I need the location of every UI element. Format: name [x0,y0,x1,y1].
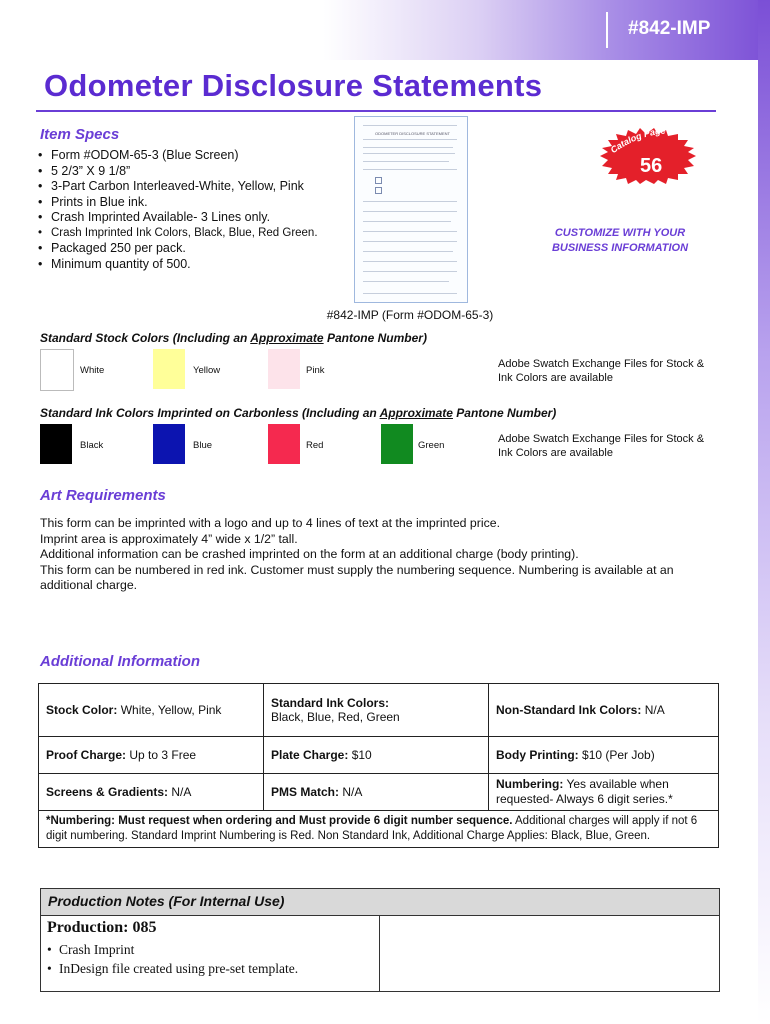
header-divider [606,12,608,48]
red-ink-swatch [268,424,300,464]
page-title: Odometer Disclosure Statements [44,68,543,103]
swatch-label: White [80,365,105,376]
table-row [39,811,719,848]
swatch-label: Black [80,440,104,451]
production-item: • InDesign file created using pre-set template. [47,959,298,978]
blue-ink-swatch [153,424,185,464]
stock-colors-heading: Standard Stock Colors (Including an Approximate Pantone Number) [40,331,427,345]
item-specs-heading: Item Specs [40,126,120,143]
spec-item: • Crash Imprinted Ink Colors, Black, Blue, Red Green. [38,226,318,242]
screens-cell: Screens & Gradients: N/A [39,774,264,811]
swatch-label: Pink [306,365,325,376]
pink-stock-swatch [268,349,300,389]
table-row [39,737,719,774]
numbering-footnote: *Numbering: Must request when ordering and Must provide 6 digit number sequence. Additional charges will apply if not 6 digit numbering. Standard Imprint Numbering is Red. Non Standard Ink, Additional Charge Applies: Black, Blue, Green. [39,811,719,848]
production-item: • Crash Imprint [47,940,298,959]
swatch-label: Red [306,440,324,451]
swatch-label: Yellow [193,365,221,376]
form-preview-heading: ODOMETER DISCLOSURE STATEMENT [375,131,450,136]
adobe-swatch-note: Adobe Swatch Exchange Files for Stock & Ink Colors are available [498,358,705,384]
black-ink-swatch [40,424,72,464]
production-list [47,940,298,978]
ink-colors-heading: Standard Ink Colors Imprinted on Carbonless (Including an Approximate Pantone Number) [40,406,557,420]
plate-charge-cell: Plate Charge: $10 [264,737,489,774]
spec-item: • Packaged 250 per pack. [38,241,318,257]
white-stock-swatch [40,349,74,391]
customize-line1: CUSTOMIZE WITH YOUR [554,227,686,239]
spec-item: • 3-Part Carbon Interleaved-White, Yellow, Pink [38,179,318,195]
spec-item: • Crash Imprinted Available- 3 Lines only. [38,210,318,226]
additional-info-heading: Additional Information [40,653,200,670]
spec-item: • Minimum quantity of 500. [38,257,318,273]
table-row [39,684,719,737]
form-preview-image [354,116,468,303]
standard-ink-cell: Standard Ink Colors: Black, Blue, Red, Green [264,684,489,737]
nonstandard-ink-cell: Non-Standard Ink Colors: N/A [489,684,719,737]
art-line: Additional information can be crashed imprinted on the form at an additional charge (body printing). [40,547,579,561]
swatch-label: Green [418,440,445,451]
form-preview-checkbox [375,177,382,184]
form-preview-checkbox [375,187,382,194]
form-caption: #842-IMP (Form #ODOM-65-3) [326,308,494,322]
body-printing-cell: Body Printing: $10 (Per Job) [489,737,719,774]
art-line: This form can be imprinted with a logo and up to 4 lines of text at the imprinted price. [40,516,501,530]
item-specs-list [38,148,318,272]
production-notes-box [40,888,720,992]
adobe-swatch-note: Adobe Swatch Exchange Files for Stock & Ink Colors are available [498,433,705,459]
side-gradient-strip [758,0,770,1024]
customize-note [540,226,700,256]
additional-info-table [38,683,719,848]
proof-charge-cell: Proof Charge: Up to 3 Free [39,737,264,774]
art-requirements-text [40,516,720,594]
spec-item: • Prints in Blue ink. [38,195,318,211]
stock-color-cell: Stock Color: White, Yellow, Pink [39,684,264,737]
yellow-stock-swatch [153,349,185,389]
catalog-badge-number: 56 [640,155,663,177]
art-line: Imprint area is approximately 4” wide x 1/2” tall. [40,531,298,546]
catalog-number: #842-IMP [628,18,711,39]
spec-item: • Form #ODOM-65-3 (Blue Screen) [38,148,318,164]
production-notes-header [41,889,719,916]
spec-item: • 5 2/3” X 9 1/8” [38,164,318,180]
swatch-label: Blue [193,440,213,451]
production-notes-heading: Production Notes (For Internal Use) [48,893,285,909]
pms-match-cell: PMS Match: N/A [264,774,489,811]
catalog-badge-label: Catalog Page [608,125,666,156]
art-requirements-heading: Art Requirements [40,487,166,504]
table-row [39,774,719,811]
title-rule [36,110,716,112]
catalog-page-badge [600,122,696,184]
green-ink-swatch [381,424,413,464]
art-line: This form can be numbered in red ink. Customer must supply the numbering sequence. Numbering is available at an additional charge. [40,562,674,592]
production-notes-content [41,916,380,991]
numbering-cell: Numbering: Yes available when requested- Always 6 digit series.* [489,774,719,811]
customize-line2: BUSINESS INFORMATION [551,242,689,254]
production-title: Production: 085 [47,919,157,936]
